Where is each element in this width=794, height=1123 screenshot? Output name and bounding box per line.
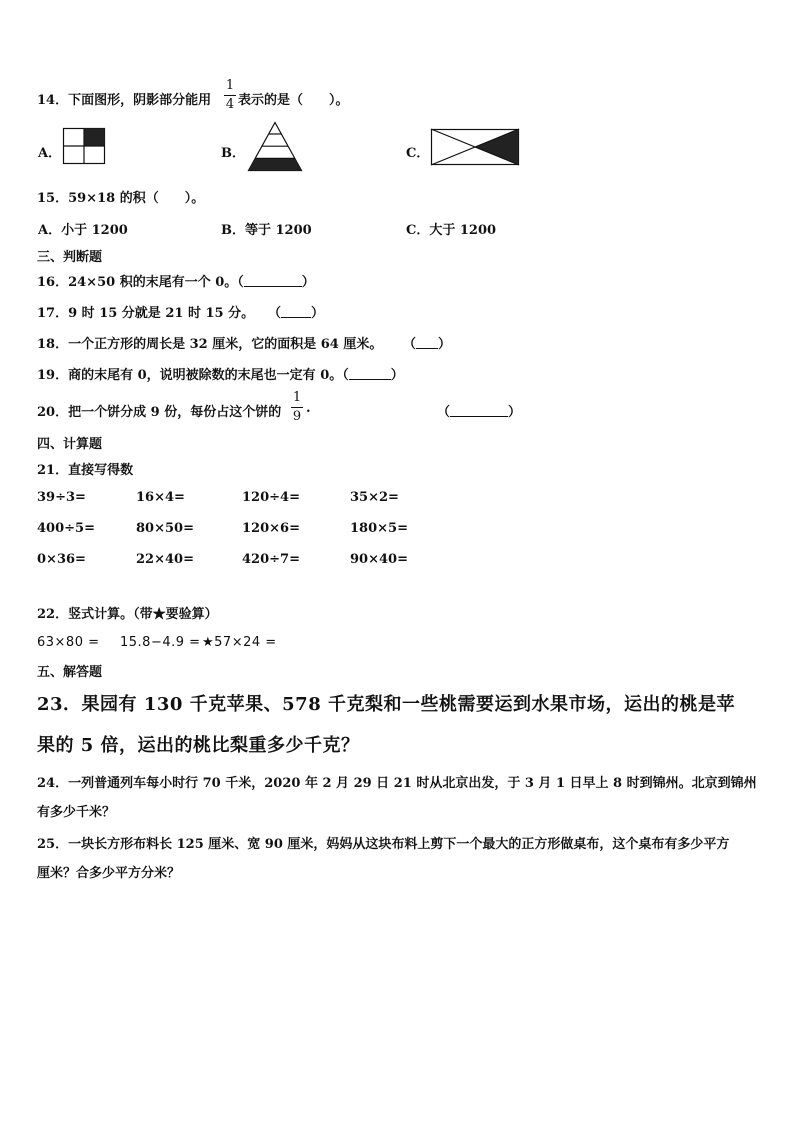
q18 xyxy=(37,333,382,352)
q18-answer-blank[interactable] xyxy=(416,336,438,349)
q18-paren-open: （ xyxy=(403,337,417,352)
q20-paren-open: （ xyxy=(437,405,451,420)
q14-option-a-label: A． xyxy=(38,146,62,161)
q15-option-c: C．大于 1200 xyxy=(406,223,497,238)
q21-r1-c4: 35×2= xyxy=(350,490,399,505)
q20-frac-bar xyxy=(291,407,303,408)
q15-option-b: B．等于 1200 xyxy=(221,223,312,238)
q20-fraction xyxy=(291,390,303,425)
q14-option-b-label: B． xyxy=(221,146,245,161)
q21-r3-c1: 0×36= xyxy=(37,552,86,567)
q21-r3-c2: 22×40= xyxy=(136,552,194,567)
q23-line-2: 果的 5 倍，运出的桃比梨重多少千克？ xyxy=(37,735,360,756)
q14-frac-num: 1 xyxy=(225,78,235,93)
q21-r1-c3: 120÷4= xyxy=(242,490,300,505)
q19-paren-close: ） xyxy=(390,368,404,383)
q20-paren-close: ） xyxy=(508,405,522,420)
q19 xyxy=(37,364,404,383)
q20-stem: 20．把一个饼分成 9 份，每份占这个饼的 xyxy=(37,405,282,420)
q16 xyxy=(37,271,315,290)
q14-figure-a xyxy=(63,128,105,164)
q20-tail: . xyxy=(306,401,311,416)
q19-answer-blank[interactable] xyxy=(349,367,391,380)
q17-paren-close: ） xyxy=(311,306,325,321)
q21-r1-c2: 16×4= xyxy=(136,490,185,505)
q20-frac-num: 1 xyxy=(292,390,302,405)
q14-stem-before: 14．下面图形，阴影部分能用 xyxy=(37,93,212,108)
q21-r2-c3: 120×6= xyxy=(242,521,300,536)
q22-item-3: ★57×24 = xyxy=(202,635,277,650)
q17-text: 17．9 时 15 分就是 21 时 15 分。 xyxy=(37,306,255,321)
q25-line-1: 25．一块长方形布料长 125 厘米、宽 90 厘米，妈妈从这块布料上剪下一个最大的正方形做桌布，这个桌布有多少平方 xyxy=(37,837,730,852)
q22-item-2: 15.8−4.9 = xyxy=(120,635,201,650)
q14-frac-bar xyxy=(224,95,236,96)
q25-line-2: 厘米？合多少平方分米？ xyxy=(37,866,181,881)
q17-answer xyxy=(268,302,324,321)
q17 xyxy=(37,302,254,321)
q22-item-1: 63×80 = xyxy=(37,635,100,650)
q24-line-1: 24．一列普通列车每小时行 70 千米，2020 年 2 月 29 日 21 时从北京出发，于 3 月 1 日早上 8 时到锦州。北京到锦州 xyxy=(37,776,757,791)
q19-text: 19．商的末尾有 0，说明被除数的末尾也一定有 0。（ xyxy=(37,368,349,383)
q18-paren-close: ） xyxy=(438,337,452,352)
q17-answer-blank[interactable] xyxy=(281,305,311,318)
q24-line-2: 有多少千米？ xyxy=(37,805,116,820)
q15-option-a: A．小于 1200 xyxy=(38,223,128,238)
q14-stem xyxy=(37,89,211,108)
q21-r2-c4: 180×5= xyxy=(350,521,408,536)
q16-text: 16．24×50 积的末尾有一个 0。（ xyxy=(37,275,244,290)
q14-frac-den: 4 xyxy=(225,97,235,112)
section-5-title: 五、解答题 xyxy=(37,665,103,680)
q16-paren-close: ） xyxy=(301,275,315,290)
q18-answer xyxy=(403,333,451,352)
q20-answer-blank[interactable] xyxy=(450,404,508,417)
q17-paren-open: （ xyxy=(268,306,282,321)
q20-answer xyxy=(437,401,521,420)
q14-option-c-label: C． xyxy=(406,146,430,161)
q16-answer-blank[interactable] xyxy=(244,274,302,287)
q22-title: 22．竖式计算。（带★要验算） xyxy=(37,607,218,622)
section-4-title: 四、计算题 xyxy=(37,437,103,452)
q14-figure-b xyxy=(248,122,302,171)
q14-stem-after: 表示的是（ ）。 xyxy=(238,93,349,108)
q21-title: 21．直接写得数 xyxy=(37,463,134,478)
q15-stem: 15．59×18 的积（ ）。 xyxy=(37,191,205,206)
q21-r3-c4: 90×40= xyxy=(350,552,408,567)
q14-figure-c xyxy=(431,129,519,165)
q14-fraction xyxy=(224,78,236,113)
q18-text: 18．一个正方形的周长是 32 厘米，它的面积是 64 厘米。 xyxy=(37,337,383,352)
q21-r2-c1: 400÷5= xyxy=(37,521,95,536)
q21-r1-c1: 39÷3= xyxy=(37,490,86,505)
section-3-title: 三、判断题 xyxy=(37,250,103,265)
q20-frac-den: 9 xyxy=(292,409,302,424)
q21-r2-c2: 80×50= xyxy=(136,521,194,536)
q21-r3-c3: 420÷7= xyxy=(242,552,300,567)
q23-line-1: 23．果园有 130 千克苹果、578 千克梨和一些桃需要运到水果市场，运出的桃是苹 xyxy=(37,694,735,715)
